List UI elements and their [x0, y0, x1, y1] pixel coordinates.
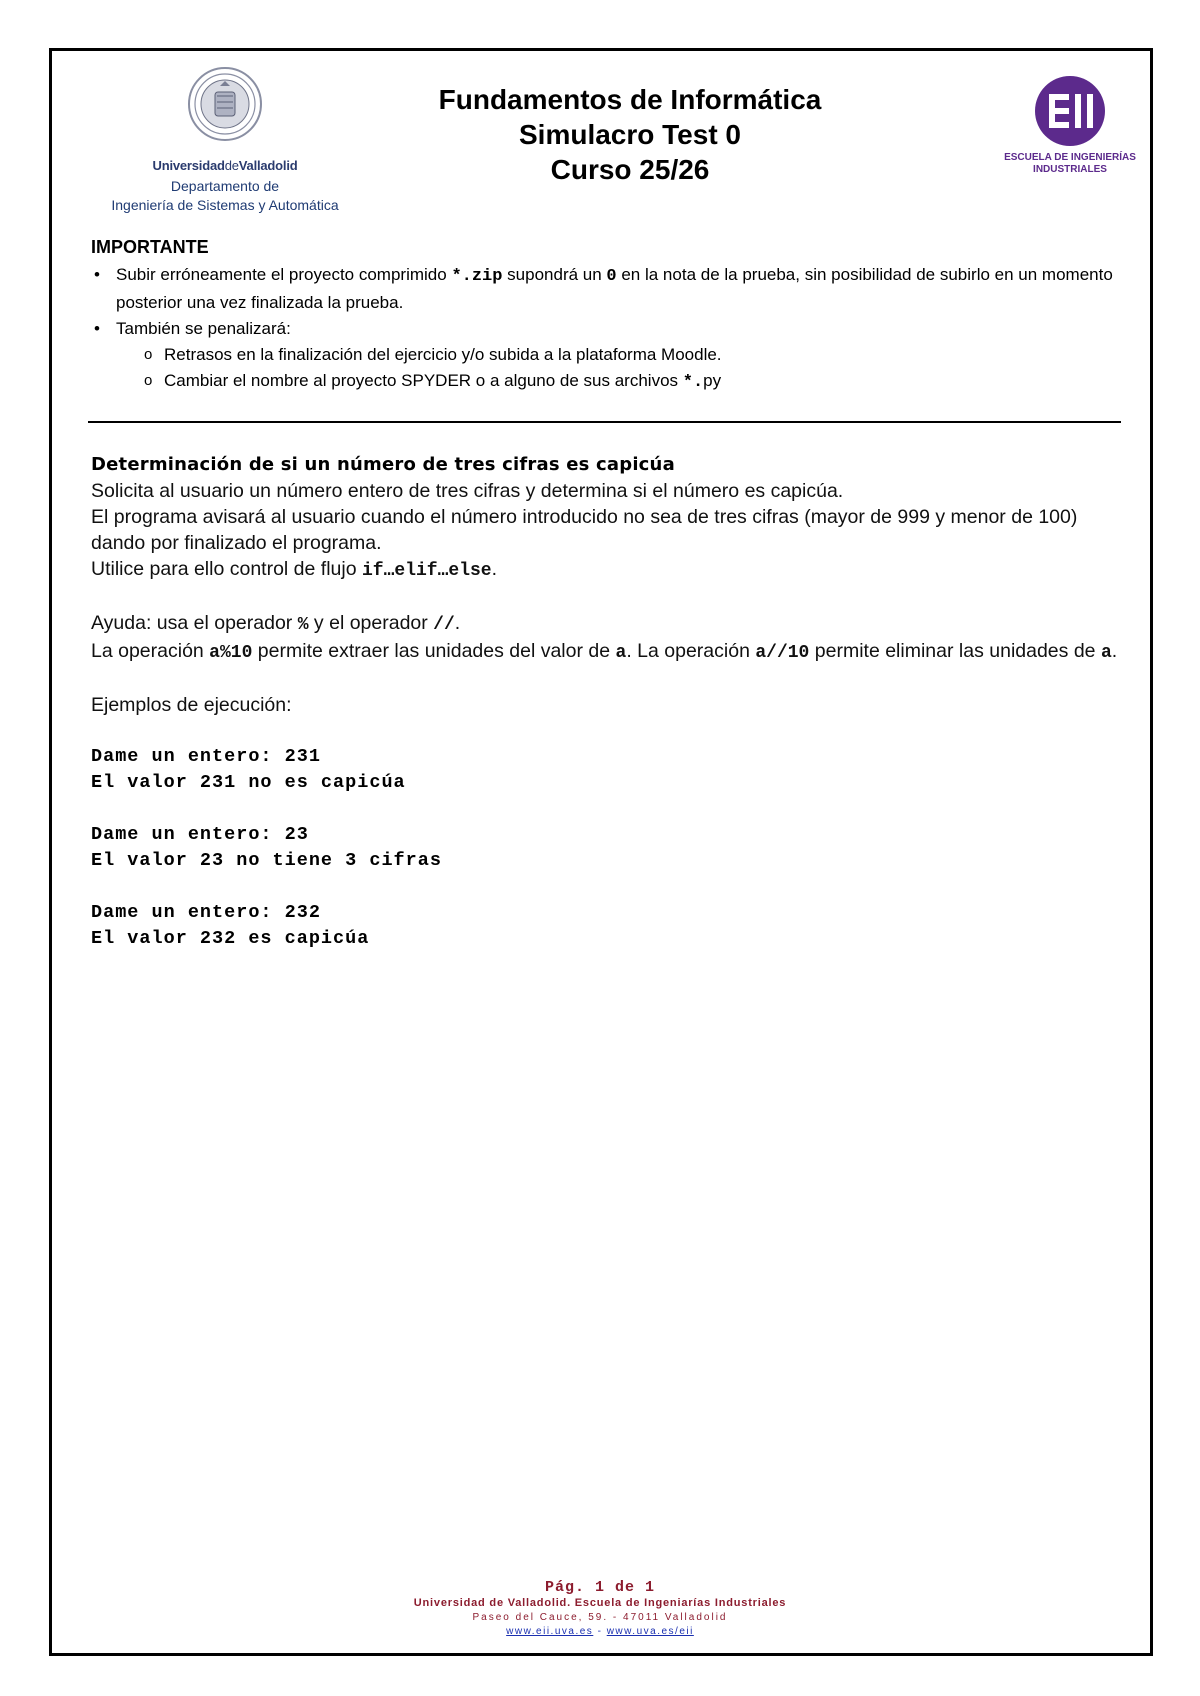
sub-list [116, 342, 1126, 396]
important-list [91, 262, 1126, 396]
example-run [91, 900, 1126, 952]
list-item: • Subir erróneamente el proyecto comprimido *.zip supondrá un 0 en la nota de la prueba, sin posibilidad de subirlo en un momento posterior una vez finalizada la prueba. [91, 262, 1126, 316]
run-output: El valor 232 es capicúa [91, 928, 370, 949]
course-title: Fundamentos de Informática [438, 84, 822, 115]
university-name: UniversidaddeValladolid [152, 158, 298, 173]
list-item: • También se penalizará: o Retrasos en la finalización del ejercicio y/o subida a la plataforma Moodle. o Cambiar el nombre al proyecto SPYDER o a alguno de sus archivos *.py [91, 316, 1126, 396]
test-title: Simulacro Test 0 [518, 119, 741, 150]
school-name: ESCUELA DE INGENIERÍAS INDUSTRIALES [1004, 152, 1136, 175]
help-text: Ayuda: usa el operador % y el operador //. [91, 612, 461, 635]
footer-address: Paseo del Cauce, 59. - 47011 Valladolid [472, 1612, 728, 1623]
eii-logo-icon [1033, 74, 1107, 148]
sub-list-item: o Retrasos en la finalización del ejercicio y/o subida a la plataforma Moodle. [116, 342, 1126, 368]
university-seal-icon [187, 66, 263, 142]
example-run [91, 744, 1126, 796]
document-title [380, 82, 880, 187]
important-notice [91, 237, 1126, 396]
school-logo [1000, 74, 1140, 176]
run-output: El valor 231 no es capicúa [91, 772, 406, 793]
examples-label: Ejemplos de ejecución: [91, 694, 292, 716]
exercise-section [91, 452, 1126, 952]
department-name: Departamento de Ingeniería de Sistemas y Automática [111, 178, 339, 213]
exercise-statement: Solicita al usuario un número entero de tres cifras y determina si el número es capicúa. El programa avisará al usuario cuando el número introducido no sea de tres cifras (mayor de 999 y menor de 100) dando por finalizado el programa. Utilice para ello control de flujo if…elif…else. Ayuda: usa el operador % y el operador //. La operación a%10 permite extraer las unidades del valor de a. La operación a//10 permite eliminar las unidades de a. Ejemplos de ejecución: [91, 478, 1126, 744]
run-input: Dame un entero: 231 [91, 746, 321, 767]
operation-text: La operación a%10 permite extraer las unidades del valor de a. La operación a//10 permite eliminar las unidades de a. [91, 640, 1118, 663]
page-footer [200, 1579, 1000, 1639]
footer-links: www.eii.uva.es - www.uva.es/eii [506, 1626, 694, 1637]
run-input: Dame un entero: 232 [91, 902, 321, 923]
link-eii[interactable]: www.eii.uva.es [506, 1626, 594, 1637]
footer-institution: Universidad de Valladolid. Escuela de Ingeniarías Industriales [413, 1597, 787, 1609]
example-run [91, 822, 1126, 874]
section-divider [88, 421, 1121, 423]
sub-list-item: o Cambiar el nombre al proyecto SPYDER o a alguno de sus archivos *.py [116, 368, 1126, 396]
page-number: Pág. 1 de 1 [544, 1579, 656, 1596]
important-heading: IMPORTANTE [91, 237, 209, 257]
exercise-title: Determinación de si un número de tres cifras es capicúa [91, 454, 675, 475]
run-input: Dame un entero: 23 [91, 824, 309, 845]
university-logo [82, 66, 368, 215]
run-output: El valor 23 no tiene 3 cifras [91, 850, 442, 871]
course-year: Curso 25/26 [550, 154, 710, 185]
link-uva-eii[interactable]: www.uva.es/eii [606, 1626, 694, 1637]
